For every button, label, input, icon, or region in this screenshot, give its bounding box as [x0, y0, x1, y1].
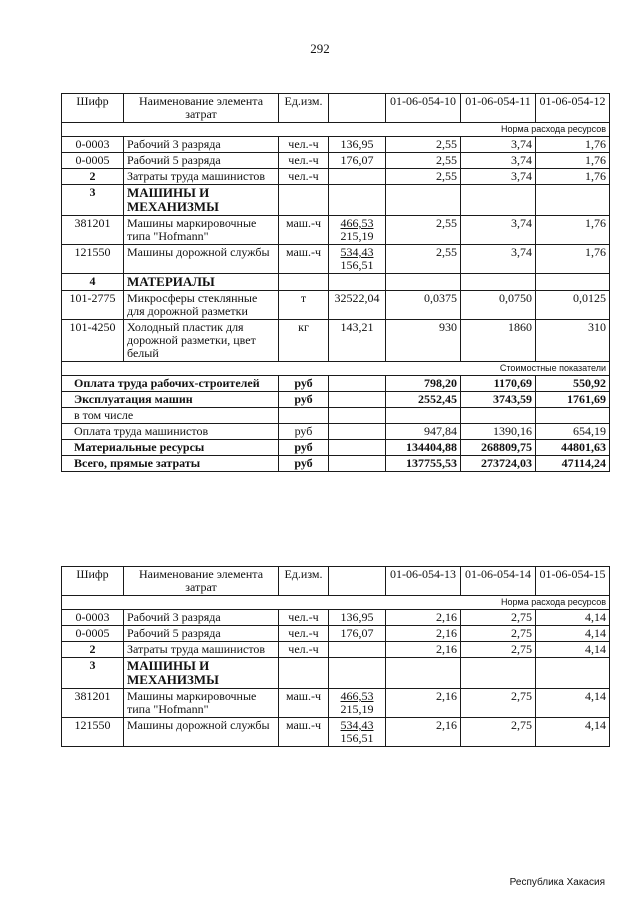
- row-norm-value: 2,16: [386, 610, 461, 626]
- row-name: Рабочий 5 разряда: [124, 626, 279, 642]
- col-header-price: [329, 567, 386, 596]
- row-norm-value: 310: [536, 320, 610, 362]
- price-wage: 215,19: [340, 702, 374, 716]
- band-row: [62, 596, 610, 610]
- row-norm-value: 4,14: [536, 626, 610, 642]
- row-unit: кг: [279, 320, 329, 362]
- row-unit: чел.-ч: [279, 153, 329, 169]
- table-row: [62, 320, 610, 362]
- empty-cell: [329, 376, 386, 392]
- row-norm-value: 2,75: [461, 626, 536, 642]
- row-price: 143,21: [329, 320, 386, 362]
- cost-value: 273724,03: [461, 456, 536, 472]
- cost-value: [536, 408, 610, 424]
- row-norm-value: 2,55: [386, 216, 461, 245]
- row-norm-value: 2,55: [386, 137, 461, 153]
- cost-row: [62, 424, 610, 440]
- row-code: 0-0005: [62, 626, 124, 642]
- table-row: [62, 642, 610, 658]
- row-norm-value: 3,74: [461, 153, 536, 169]
- row-code: 3: [62, 185, 124, 216]
- row-norm-value: 930: [386, 320, 461, 362]
- row-norm-value: 1,76: [536, 153, 610, 169]
- row-name: Затраты труда машинистов: [124, 642, 279, 658]
- empty-cell: [536, 185, 610, 216]
- row-unit: маш.-ч: [279, 718, 329, 747]
- header-row: [62, 567, 610, 596]
- empty-cell: [386, 274, 461, 291]
- empty-cell: [386, 658, 461, 689]
- cost-value: 44801,63: [536, 440, 610, 456]
- row-code: 0-0003: [62, 137, 124, 153]
- row-name: Машины дорожной службы: [124, 245, 279, 274]
- row-unit: чел.-ч: [279, 610, 329, 626]
- price-wage: 156,51: [340, 731, 374, 745]
- empty-cell: [536, 274, 610, 291]
- row-norm-value: 1,76: [536, 169, 610, 185]
- cost-row: [62, 456, 610, 472]
- row-code: 381201: [62, 216, 124, 245]
- row-price: [329, 642, 386, 658]
- row-norm-value: 3,74: [461, 169, 536, 185]
- table-row: [62, 245, 610, 274]
- row-name: Машины маркировочные типа "Hofmann": [124, 216, 279, 245]
- row-code: 121550: [62, 718, 124, 747]
- row-norm-value: 2,75: [461, 642, 536, 658]
- row-norm-value: 0,0750: [461, 291, 536, 320]
- band-cost-label: Стоимостные показатели: [62, 362, 610, 376]
- row-name: Машины маркировочные типа "Hofmann": [124, 689, 279, 718]
- cost-value: 47114,24: [536, 456, 610, 472]
- empty-cell: [386, 185, 461, 216]
- row-price: 136,95: [329, 137, 386, 153]
- cost-value: 1761,69: [536, 392, 610, 408]
- table-row: [62, 137, 610, 153]
- row-norm-value: 3,74: [461, 245, 536, 274]
- empty-cell: [329, 408, 386, 424]
- table-row: [62, 216, 610, 245]
- cost-unit: руб: [279, 424, 329, 440]
- row-code: 381201: [62, 689, 124, 718]
- row-code: 2: [62, 169, 124, 185]
- col-header-price: [329, 94, 386, 123]
- col-header-unit: Ед.изм.: [279, 567, 329, 596]
- row-code: 3: [62, 658, 124, 689]
- table-row: [62, 626, 610, 642]
- band-row: [62, 123, 610, 137]
- section-title: МАШИНЫ И МЕХАНИЗМЫ: [124, 185, 279, 216]
- row-code: 121550: [62, 245, 124, 274]
- table-2-body: [62, 567, 610, 747]
- cost-row: [62, 440, 610, 456]
- table-row: [62, 153, 610, 169]
- row-norm-value: 1860: [461, 320, 536, 362]
- row-code: 4: [62, 274, 124, 291]
- row-unit: чел.-ч: [279, 642, 329, 658]
- row-unit: чел.-ч: [279, 626, 329, 642]
- row-price: 136,95: [329, 610, 386, 626]
- cost-name: Оплата труда рабочих-строителей: [62, 376, 279, 392]
- empty-cell: [329, 274, 386, 291]
- col-header-norm-code: 01-06-054-15: [536, 567, 610, 596]
- band-norm-label: Норма расхода ресурсов: [62, 596, 610, 610]
- col-header-norm-code: 01-06-054-11: [461, 94, 536, 123]
- cost-unit: руб: [279, 392, 329, 408]
- empty-cell: [329, 440, 386, 456]
- section-title: МАШИНЫ И МЕХАНИЗМЫ: [124, 658, 279, 689]
- cost-value: 1390,16: [461, 424, 536, 440]
- row-name: Машины дорожной службы: [124, 718, 279, 747]
- cost-unit: руб: [279, 456, 329, 472]
- row-name: Рабочий 3 разряда: [124, 610, 279, 626]
- footer-region: Республика Хакасия: [509, 877, 605, 888]
- row-price: [329, 718, 386, 747]
- empty-cell: [329, 392, 386, 408]
- row-name: Холодный пластик для дорожной разметки, цвет белый: [124, 320, 279, 362]
- price-total: 534,43: [340, 718, 374, 732]
- col-header-norm-code: 01-06-054-14: [461, 567, 536, 596]
- row-norm-value: 1,76: [536, 245, 610, 274]
- col-header-norm-code: 01-06-054-12: [536, 94, 610, 123]
- cost-value: [461, 408, 536, 424]
- empty-cell: [536, 658, 610, 689]
- row-norm-value: 0,0125: [536, 291, 610, 320]
- table-row: [62, 610, 610, 626]
- row-code: 2: [62, 642, 124, 658]
- header-row: [62, 94, 610, 123]
- price-total: 466,53: [340, 216, 374, 230]
- table-row: [62, 185, 610, 216]
- empty-cell: [461, 658, 536, 689]
- row-norm-value: 2,75: [461, 610, 536, 626]
- cost-name: Эксплуатация машин: [62, 392, 279, 408]
- row-norm-value: 4,14: [536, 718, 610, 747]
- row-norm-value: 2,16: [386, 718, 461, 747]
- cost-name: в том числе: [62, 408, 279, 424]
- row-norm-value: 1,76: [536, 137, 610, 153]
- row-norm-value: 2,55: [386, 245, 461, 274]
- cost-unit: [279, 408, 329, 424]
- row-norm-value: 2,55: [386, 169, 461, 185]
- empty-cell: [279, 274, 329, 291]
- band-row: [62, 362, 610, 376]
- col-header-unit: Ед.изм.: [279, 94, 329, 123]
- cost-row: [62, 392, 610, 408]
- row-price: [329, 689, 386, 718]
- table-row: [62, 658, 610, 689]
- cost-row: [62, 408, 610, 424]
- cost-name: Оплата труда машинистов: [62, 424, 279, 440]
- cost-unit: руб: [279, 376, 329, 392]
- cost-value: 268809,75: [461, 440, 536, 456]
- row-norm-value: 3,74: [461, 216, 536, 245]
- cost-value: 2552,45: [386, 392, 461, 408]
- row-norm-value: 2,75: [461, 689, 536, 718]
- row-unit: т: [279, 291, 329, 320]
- empty-cell: [279, 185, 329, 216]
- table-row: [62, 718, 610, 747]
- price-total: 534,43: [340, 245, 374, 259]
- cost-value: 134404,88: [386, 440, 461, 456]
- empty-cell: [279, 658, 329, 689]
- empty-cell: [329, 456, 386, 472]
- col-header-norm-code: 01-06-054-10: [386, 94, 461, 123]
- row-norm-value: 2,16: [386, 642, 461, 658]
- table-row: [62, 169, 610, 185]
- row-name: Рабочий 3 разряда: [124, 137, 279, 153]
- section-title: МАТЕРИАЛЫ: [124, 274, 279, 291]
- row-price: 32522,04: [329, 291, 386, 320]
- cost-name: Материальные ресурсы: [62, 440, 279, 456]
- cost-value: [386, 408, 461, 424]
- empty-cell: [461, 274, 536, 291]
- row-norm-value: 2,75: [461, 718, 536, 747]
- row-unit: маш.-ч: [279, 216, 329, 245]
- empty-cell: [461, 185, 536, 216]
- row-norm-value: 2,16: [386, 626, 461, 642]
- col-header-code: Шифр: [62, 94, 124, 123]
- row-price: 176,07: [329, 626, 386, 642]
- row-unit: чел.-ч: [279, 137, 329, 153]
- price-wage: 156,51: [340, 258, 374, 272]
- cost-value: 3743,59: [461, 392, 536, 408]
- row-norm-value: 0,0375: [386, 291, 461, 320]
- row-name: Затраты труда машинистов: [124, 169, 279, 185]
- cost-name: Всего, прямые затраты: [62, 456, 279, 472]
- page-number: 292: [310, 41, 330, 56]
- price-wage: 215,19: [340, 229, 374, 243]
- row-norm-value: 4,14: [536, 642, 610, 658]
- row-unit: маш.-ч: [279, 245, 329, 274]
- band-norm-label: Норма расхода ресурсов: [62, 123, 610, 137]
- cost-value: 798,20: [386, 376, 461, 392]
- cost-value: 137755,53: [386, 456, 461, 472]
- row-code: 0-0003: [62, 610, 124, 626]
- row-norm-value: 3,74: [461, 137, 536, 153]
- row-norm-value: 2,55: [386, 153, 461, 169]
- row-code: 101-2775: [62, 291, 124, 320]
- empty-cell: [329, 185, 386, 216]
- row-unit: чел.-ч: [279, 169, 329, 185]
- row-norm-value: 4,14: [536, 689, 610, 718]
- row-norm-value: 1,76: [536, 216, 610, 245]
- cost-value: 947,84: [386, 424, 461, 440]
- row-price: 176,07: [329, 153, 386, 169]
- table-row: [62, 689, 610, 718]
- table-row: [62, 274, 610, 291]
- table-row: [62, 291, 610, 320]
- norms-table-2: [61, 566, 610, 747]
- norms-table-1: [61, 93, 610, 472]
- row-name: Микросферы стеклянные для дорожной разметки: [124, 291, 279, 320]
- row-unit: маш.-ч: [279, 689, 329, 718]
- row-price: [329, 169, 386, 185]
- col-header-name: Наименование элемента затрат: [124, 567, 279, 596]
- row-price: [329, 245, 386, 274]
- row-price: [329, 216, 386, 245]
- empty-cell: [329, 658, 386, 689]
- row-norm-value: 4,14: [536, 610, 610, 626]
- cost-value: 1170,69: [461, 376, 536, 392]
- cost-value: 654,19: [536, 424, 610, 440]
- col-header-norm-code: 01-06-054-13: [386, 567, 461, 596]
- price-total: 466,53: [340, 689, 374, 703]
- empty-cell: [329, 424, 386, 440]
- row-code: 101-4250: [62, 320, 124, 362]
- col-header-name: Наименование элемента затрат: [124, 94, 279, 123]
- cost-value: 550,92: [536, 376, 610, 392]
- row-name: Рабочий 5 разряда: [124, 153, 279, 169]
- col-header-code: Шифр: [62, 567, 124, 596]
- table-1-body: [62, 94, 610, 472]
- cost-unit: руб: [279, 440, 329, 456]
- cost-row: [62, 376, 610, 392]
- row-norm-value: 2,16: [386, 689, 461, 718]
- row-code: 0-0005: [62, 153, 124, 169]
